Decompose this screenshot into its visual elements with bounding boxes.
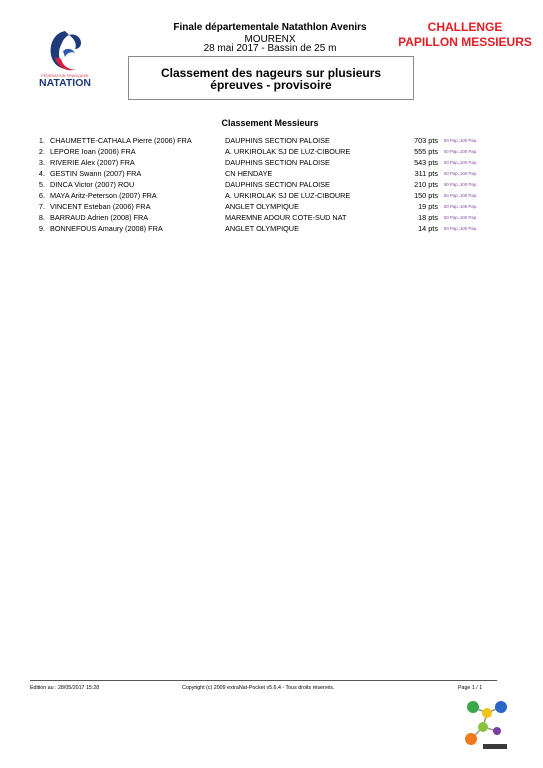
points: 703 pts — [414, 136, 438, 145]
extranat-logo — [461, 695, 513, 755]
swimmer-name: DINCA Victor (2007) ROU — [50, 180, 135, 189]
ranking-heading-box — [128, 56, 414, 100]
swimmer-name: CHAUMETTE-CATHALA Pierre (2006) FRA — [50, 136, 192, 145]
events: 50 Pap.,100 Pap. — [444, 171, 478, 176]
club-name: DAUPHINS SECTION PALOISE — [225, 136, 330, 145]
swimmer-name: GESTIN Swann (2007) FRA — [50, 169, 142, 178]
result-rank: 7. — [38, 202, 45, 211]
club-name: DAUPHINS SECTION PALOISE — [225, 158, 330, 167]
page-number: Page 1 / 1 — [458, 685, 483, 691]
result-rank: 3. — [38, 158, 45, 167]
events: 50 Pap.,100 Pap. — [444, 204, 478, 209]
logo-federation-text: FÉDÉRATION FRANÇAISE — [41, 74, 89, 78]
result-row — [0, 168, 543, 179]
swimmer-name: BONNEFOUS Amaury (2008) FRA — [50, 224, 163, 233]
edition-date: Edition au : 28/05/2017 15:28 — [30, 685, 100, 691]
result-row — [0, 135, 543, 146]
points: 555 pts — [414, 147, 438, 156]
points: 19 pts — [418, 202, 438, 211]
result-rank: 2. — [38, 147, 45, 156]
result-rank: 6. — [38, 191, 45, 200]
swimmer-name: RIVERIE Alex (2007) FRA — [50, 158, 135, 167]
result-rank: 9. — [38, 224, 45, 233]
club-name: ANGLET OLYMPIQUE — [225, 224, 299, 233]
result-row — [0, 190, 543, 201]
events: 50 Pap.,100 Pap. — [444, 193, 478, 198]
challenge-line-2: PAPILLON MESSIEURS — [398, 35, 532, 49]
footer-divider — [30, 680, 497, 681]
swimmer-name: LEPORE Ioan (2006) FRA — [50, 147, 136, 156]
events: 50 Pap.,100 Pap. — [444, 160, 478, 165]
club-name: DAUPHINS SECTION PALOISE — [225, 180, 330, 189]
club-name: MAREMNE ADOUR COTE-SUD NAT — [225, 213, 347, 222]
section-subheading: Classement Messieurs — [221, 118, 319, 128]
events: 50 Pap.,100 Pap. — [444, 182, 478, 187]
swimmer-name: MAYA Aritz-Peterson (2007) FRA — [50, 191, 157, 200]
result-row — [0, 223, 543, 234]
swimmer-name: BARRAUD Adrien (2008) FRA — [50, 213, 149, 222]
result-rank: 5. — [38, 180, 45, 189]
page-title: Finale départementale Natathlon Avenirs — [173, 22, 367, 33]
venue-city: MOURENX — [244, 34, 296, 45]
challenge-title — [393, 20, 537, 50]
result-row — [0, 212, 543, 223]
ranking-heading-line-2: épreuves - provisoire — [210, 78, 332, 92]
points: 311 pts — [414, 169, 438, 178]
event-date-pool: 28 mai 2017 - Bassin de 25 m — [203, 43, 337, 54]
points: 210 pts — [414, 180, 438, 189]
events: 50 Pap.,100 Pap. — [444, 215, 478, 220]
result-row — [0, 201, 543, 212]
points: 543 pts — [414, 158, 438, 167]
points: 150 pts — [414, 191, 438, 200]
result-row — [0, 157, 543, 168]
ranking-heading-line-1: Classement des nageurs sur plusieurs — [160, 66, 382, 80]
club-name: ANGLET OLYMPIQUE — [225, 202, 299, 211]
result-row — [0, 179, 543, 190]
events: 50 Pap.,100 Pap. — [444, 138, 478, 143]
logo-natation-text: NATATION — [39, 77, 91, 89]
challenge-line-1: CHALLENGE — [427, 20, 503, 34]
points: 18 pts — [418, 213, 438, 222]
events: 50 Pap.,100 Pap. — [444, 226, 478, 231]
club-name: A. URKIROLAK SJ DE LUZ-CIBOURE — [225, 147, 351, 156]
events: 50 Pap.,100 Pap. — [444, 149, 478, 154]
results-list — [0, 135, 543, 234]
result-rank: 4. — [38, 169, 45, 178]
result-rank: 8. — [38, 213, 45, 222]
club-name: CN HENDAYE — [225, 169, 273, 178]
result-rank: 1. — [38, 136, 45, 145]
swimmer-name: VINCENT Esteban (2006) FRA — [50, 202, 151, 211]
club-name: A. URKIROLAK SJ DE LUZ-CIBOURE — [225, 191, 351, 200]
result-row — [0, 146, 543, 157]
points: 14 pts — [418, 224, 438, 233]
copyright-text: Copyright (c) 2009 extraNat-Pocket v5.6.4 - Tous droits réservés. — [182, 685, 335, 691]
